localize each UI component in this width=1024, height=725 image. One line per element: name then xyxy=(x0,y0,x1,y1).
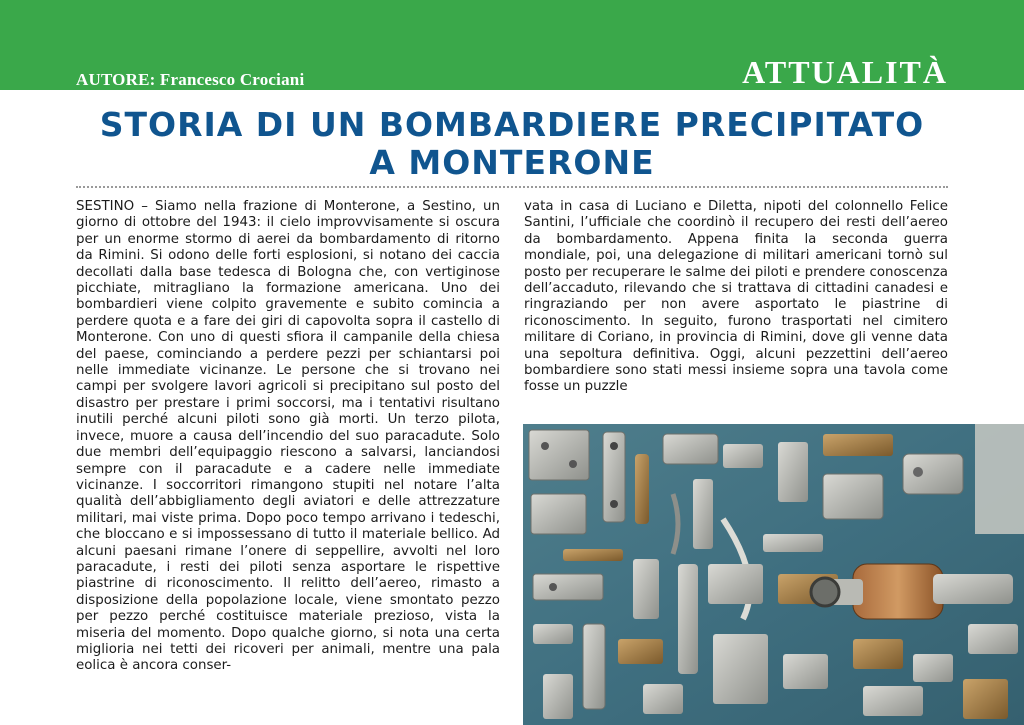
article-column-right: vata in casa di Luciano e Diletta, nipoti del colonnello Felice Santini, l’ufficiale che coordinò il recupero dei resti dell’aereo da bombardamento. Appena finita la seconda guerra mondiale, poi, una delegazione di militari americani tornò sul posto per recuperare le salme dei piloti e prendere conoscenza dell’accaduto, rilevando che si trattava di cittadini canadesi e ringraziando per non avere asportato le piastrine di riconoscimento. In seguito, furono trasportati nel cimitero militare di Coriano, in provincia di Rimini, dove gli venne data una sepoltura definitiva. Oggi, alcuni pezzettini dell’aereo bombardiere sono stati messi insieme sopra una tavola come fosse un puzzle xyxy=(524,199,948,395)
dotted-divider xyxy=(76,186,948,188)
header-bar xyxy=(0,0,1024,90)
article-title-line1: STORIA DI UN BOMBARDIERE PRECIPITATO xyxy=(99,105,925,144)
aircraft-parts-photo xyxy=(523,424,1024,725)
author-byline: AUTORE: Francesco Crociani xyxy=(76,70,305,89)
section-title: ATTUALITÀ xyxy=(742,54,948,90)
article-column-left: SESTINO – Siamo nella frazione di Monterone, a Sestino, un giorno di ottobre del 1943: il cielo improvvisamente si oscura per un enorme stormo di aerei da bombardamento di ritorno da Rimini. Si odono delle forti esplosioni, si notano dei caccia decollati dalla base tedesca di Bologna che, con vertiginose picchiate, mitragliano la formazione americana. Uno dei bombardieri viene colpito gravemente e subito comincia a perdere quota e a fare dei giri di capovolta sopra il castello di Monterone. Con uno di questi sfiora il campanile della chiesa del paese, cominciando a perdere pezzi per schiantarsi poi nelle immediate vicinanze. Le persone che si trovano nei campi per svolgere lavori agricoli si precipitano sul posto del disastro per prestare i primi soccorsi, ma i tentativi risultano inutili perché alcuni piloti sono già morti. Un terzo pilota, invece, muore a causa dell’incendio del suo paracadute. Solo due membri dell’equipaggio riescono a salvarsi, lanciandosi sempre con il paracadute e a cadere nelle immediate vicinanze. I soccorritori rimangono stupiti nel notare l’alta qualità dell’abbigliamento degli aviatori e delle attrezzature militari, mai viste prima. Dopo poco tempo arrivano i tedeschi, che bloccano e si impossessano di tutto il materiale bellico. Ad alcuni paesani rimane l’onere di seppellire, avvolti nel loro paracadute, i resti dei piloti senza asportare le rispettive piastrine di riconoscimento. Il relitto dell’aereo, rimasto a disposizione della popolazione locale, viene smontato pezzo per pezzo perché costituisce materiale prezioso, vista la miseria del momento. Dopo qualche giorno, si nota una certa miglioria nei tetti dei ricoveri per animali, mentre una pala eolica è ancora conser- xyxy=(76,199,500,674)
article-title xyxy=(60,106,964,182)
article-title-line2: A MONTERONE xyxy=(369,143,655,182)
